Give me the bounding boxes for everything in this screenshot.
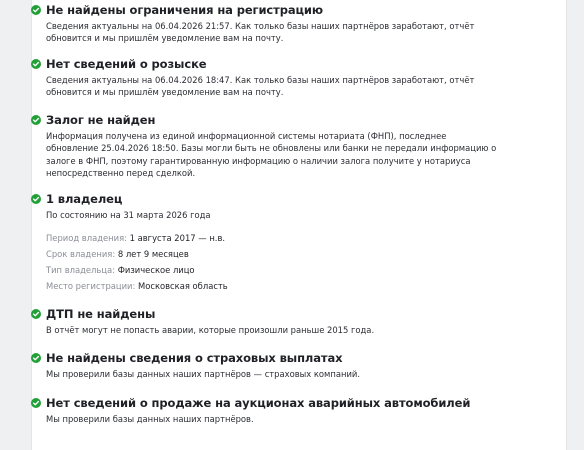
check-circle-icon: [31, 59, 41, 69]
section-description: Информация получена из единой информационной системы нотариата (ФНП), последнее обновление 25.04.2026 18:50. Базы могли быть не обновлены или банки не передали информацию о залоге в ФНП, поэтому гарантированную информацию о наличии залога получите у нотариуса непосредственно перед сделкой.: [46, 131, 497, 179]
owner-detail-duration: [31, 248, 551, 264]
section-accidents: [31, 307, 551, 336]
detail-label: Тип владельца:: [46, 265, 116, 276]
section-title-text: Нет сведений о розыске: [46, 57, 207, 71]
section-title-text: Не найдены сведения о страховых выплатах: [46, 351, 343, 365]
check-circle-icon: [31, 194, 41, 204]
section-title: [31, 113, 551, 128]
section-title-text: ДТП не найдены: [46, 307, 156, 321]
section-description: Сведения актуальны на 06.04.2026 21:57. Как только базы наших партнёров заработают, отчёт обновится и мы пришлём уведомление вам на почту.: [46, 21, 475, 44]
section-title-text: 1 владелец: [46, 192, 123, 206]
detail-value: 8 лет 9 месяцев: [117, 249, 189, 260]
section-description: В отчёт могут не попасть аварии, которые произошли раньше 2015 года.: [46, 325, 375, 335]
section-title: [31, 192, 551, 207]
owner-detail-region: [31, 280, 551, 296]
owner-detail-period: [31, 232, 551, 248]
section-description: По состоянию на 31 марта 2026 года: [46, 210, 211, 220]
section-wanted: [31, 57, 551, 99]
section-insurance-payouts: [31, 351, 551, 380]
section-title: [31, 57, 551, 72]
detail-label: Период владения:: [46, 233, 127, 244]
check-circle-icon: [31, 309, 41, 319]
section-registration-restrictions: [31, 3, 551, 45]
section-description: Мы проверили базы данных наших партнёров — страховых компаний.: [46, 369, 361, 379]
detail-value: Московская область: [137, 281, 228, 292]
section-title: [31, 3, 551, 18]
section-title-text: Не найдены ограничения на регистрацию: [46, 3, 323, 17]
check-circle-icon: [31, 5, 41, 15]
section-title: [31, 396, 551, 411]
detail-value: Физическое лицо: [117, 265, 195, 276]
check-circle-icon: [31, 353, 41, 363]
section-title: [31, 307, 551, 322]
detail-label: Место регистрации:: [46, 281, 136, 292]
section-owners: [31, 192, 551, 296]
owner-detail-type: [31, 264, 551, 280]
section-title-text: Нет сведений о продаже на аукционах аварийных автомобилей: [46, 396, 471, 410]
check-circle-icon: [31, 398, 41, 408]
detail-label: Срок владения:: [46, 249, 116, 260]
check-circle-icon: [31, 115, 41, 125]
section-title: [31, 351, 551, 366]
section-pledge: [31, 113, 551, 180]
section-title-text: Залог не найден: [46, 113, 156, 127]
section-auctions: [31, 396, 551, 425]
section-description: Сведения актуальны на 06.04.2026 18:47. Как только базы наших партнёров заработают, отчёт обновится и мы пришлём уведомление вам на почту.: [46, 75, 475, 98]
section-description: Мы проверили базы данных наших партнёров.: [46, 414, 254, 424]
detail-value: 1 августа 2017 — н.в.: [129, 233, 226, 244]
